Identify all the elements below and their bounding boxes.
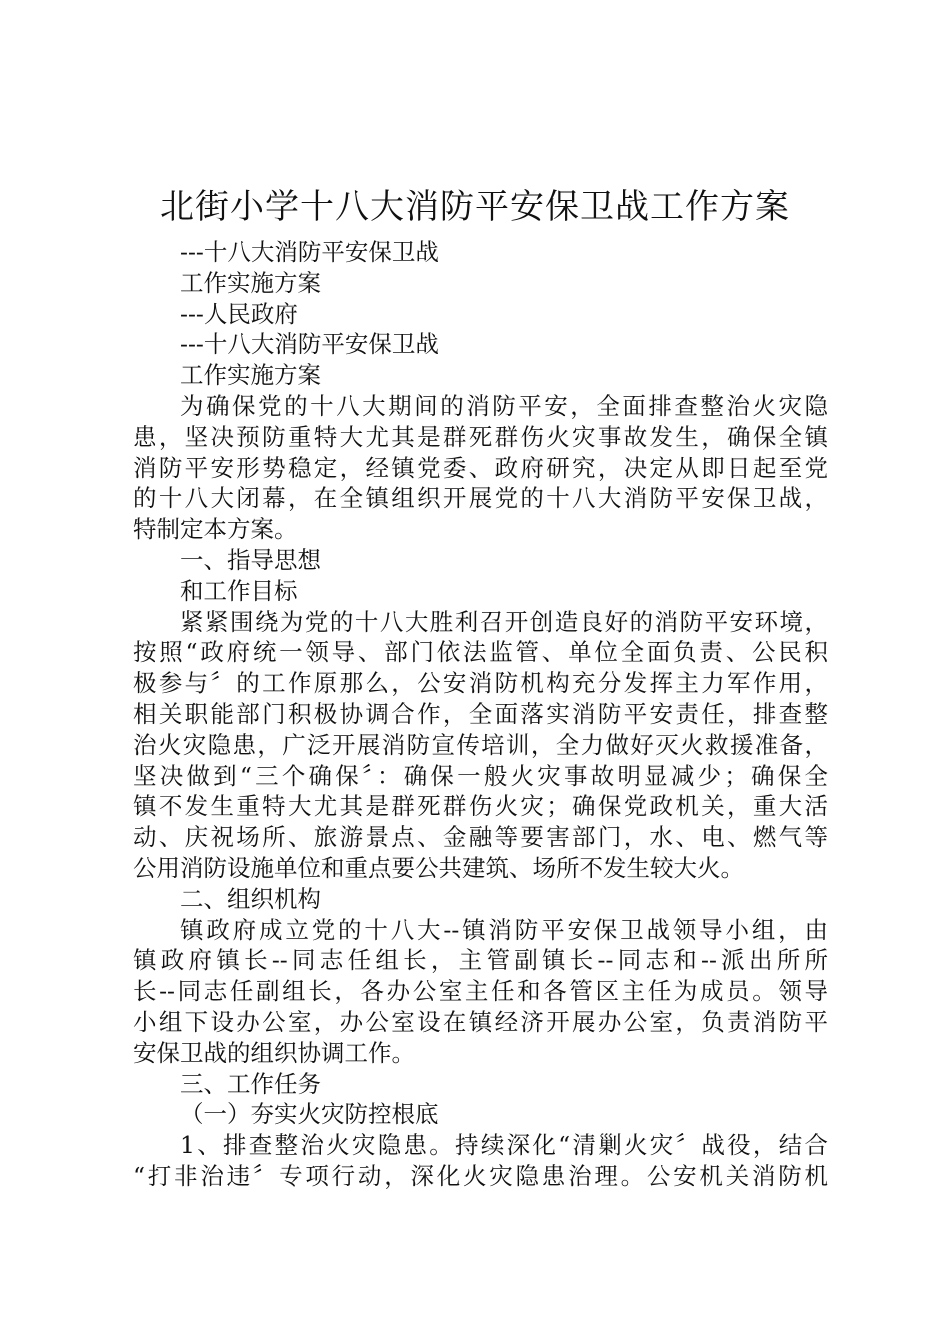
- paragraph-line: 小组下设办公室，办公室设在镇经济开展办公室，负责消防平: [133, 1007, 828, 1036]
- paragraph-line: 治火灾隐患，广泛开展消防宣传培训，全力做好灭火救援准备，: [133, 730, 828, 759]
- subtitle-line: ---十八大消防平安保卫战: [180, 330, 439, 359]
- paragraph-line: 为确保党的十八大期间的消防平安，全面排查整治火灾隐: [180, 391, 828, 420]
- paragraph-line: 紧紧围绕为党的十八大胜利召开创造良好的消防平安环境，: [180, 607, 828, 636]
- paragraph-line: 的十八大闭幕，在全镇组织开展党的十八大消防平安保卫战，: [133, 484, 828, 513]
- subtitle-line: ---人民政府: [180, 299, 298, 328]
- paragraph-line: 1、排查整治火灾隐患。持续深化“清剿火灾〞战役，结合: [180, 1131, 828, 1160]
- section-heading: 二、组织机构: [180, 884, 321, 913]
- document-title: 北街小学十八大消防平安保卫战工作方案: [160, 187, 790, 227]
- paragraph-line: 患，坚决预防重特大尤其是群死群伤火灾事故发生，确保全镇: [133, 422, 828, 451]
- section-heading: 三、工作任务: [180, 1069, 321, 1098]
- paragraph-line: 镇政府镇长--同志任组长，主管副镇长--同志和--派出所所: [133, 946, 828, 975]
- subtitle-line: ---十八大消防平安保卫战: [180, 238, 439, 266]
- paragraph-line: “打非治违〞专项行动，深化火灾隐患治理。公安机关消防机: [133, 1161, 828, 1190]
- subsection-heading: （一）夯实火灾防控根底: [180, 1100, 439, 1129]
- paragraph-line: 安保卫战的组织协调工作。: [133, 1038, 415, 1067]
- section-heading: 和工作目标: [180, 576, 298, 605]
- paragraph-line: 坚决做到“三个确保〞：确保一般火灾事故明显减少；确保全: [133, 761, 828, 790]
- subtitle-line: 工作实施方案: [180, 268, 321, 297]
- subtitle-line: 工作实施方案: [180, 361, 321, 390]
- document-body: [133, 237, 828, 1192]
- paragraph-line: 镇不发生重特大尤其是群死群伤火灾；确保党政机关，重大活: [133, 792, 828, 821]
- paragraph-line: 镇政府成立党的十八大--镇消防平安保卫战领导小组，由: [180, 915, 828, 944]
- paragraph-line: 按照“政府统一领导、部门依法监管、单位全面负责、公民积: [133, 638, 828, 667]
- section-heading: 一、指导思想: [180, 545, 321, 574]
- paragraph-line: 特制定本方案。: [133, 515, 298, 544]
- paragraph-line: 动、庆祝场所、旅游景点、金融等要害部门，水、电、燃气等: [133, 823, 828, 852]
- paragraph-line: 公用消防设施单位和重点要公共建筑、场所不发生较大火。: [133, 853, 744, 882]
- paragraph-line: 长--同志任副组长，各办公室主任和各管区主任为成员。领导: [133, 977, 828, 1006]
- paragraph-line: 相关职能部门积极协调合作，全面落实消防平安责任，排查整: [133, 699, 828, 728]
- paragraph-line: 消防平安形势稳定，经镇党委、政府研究，决定从即日起至党: [133, 453, 828, 482]
- paragraph-line: 极参与〞的工作原那么，公安消防机构充分发挥主力军作用，: [133, 669, 828, 698]
